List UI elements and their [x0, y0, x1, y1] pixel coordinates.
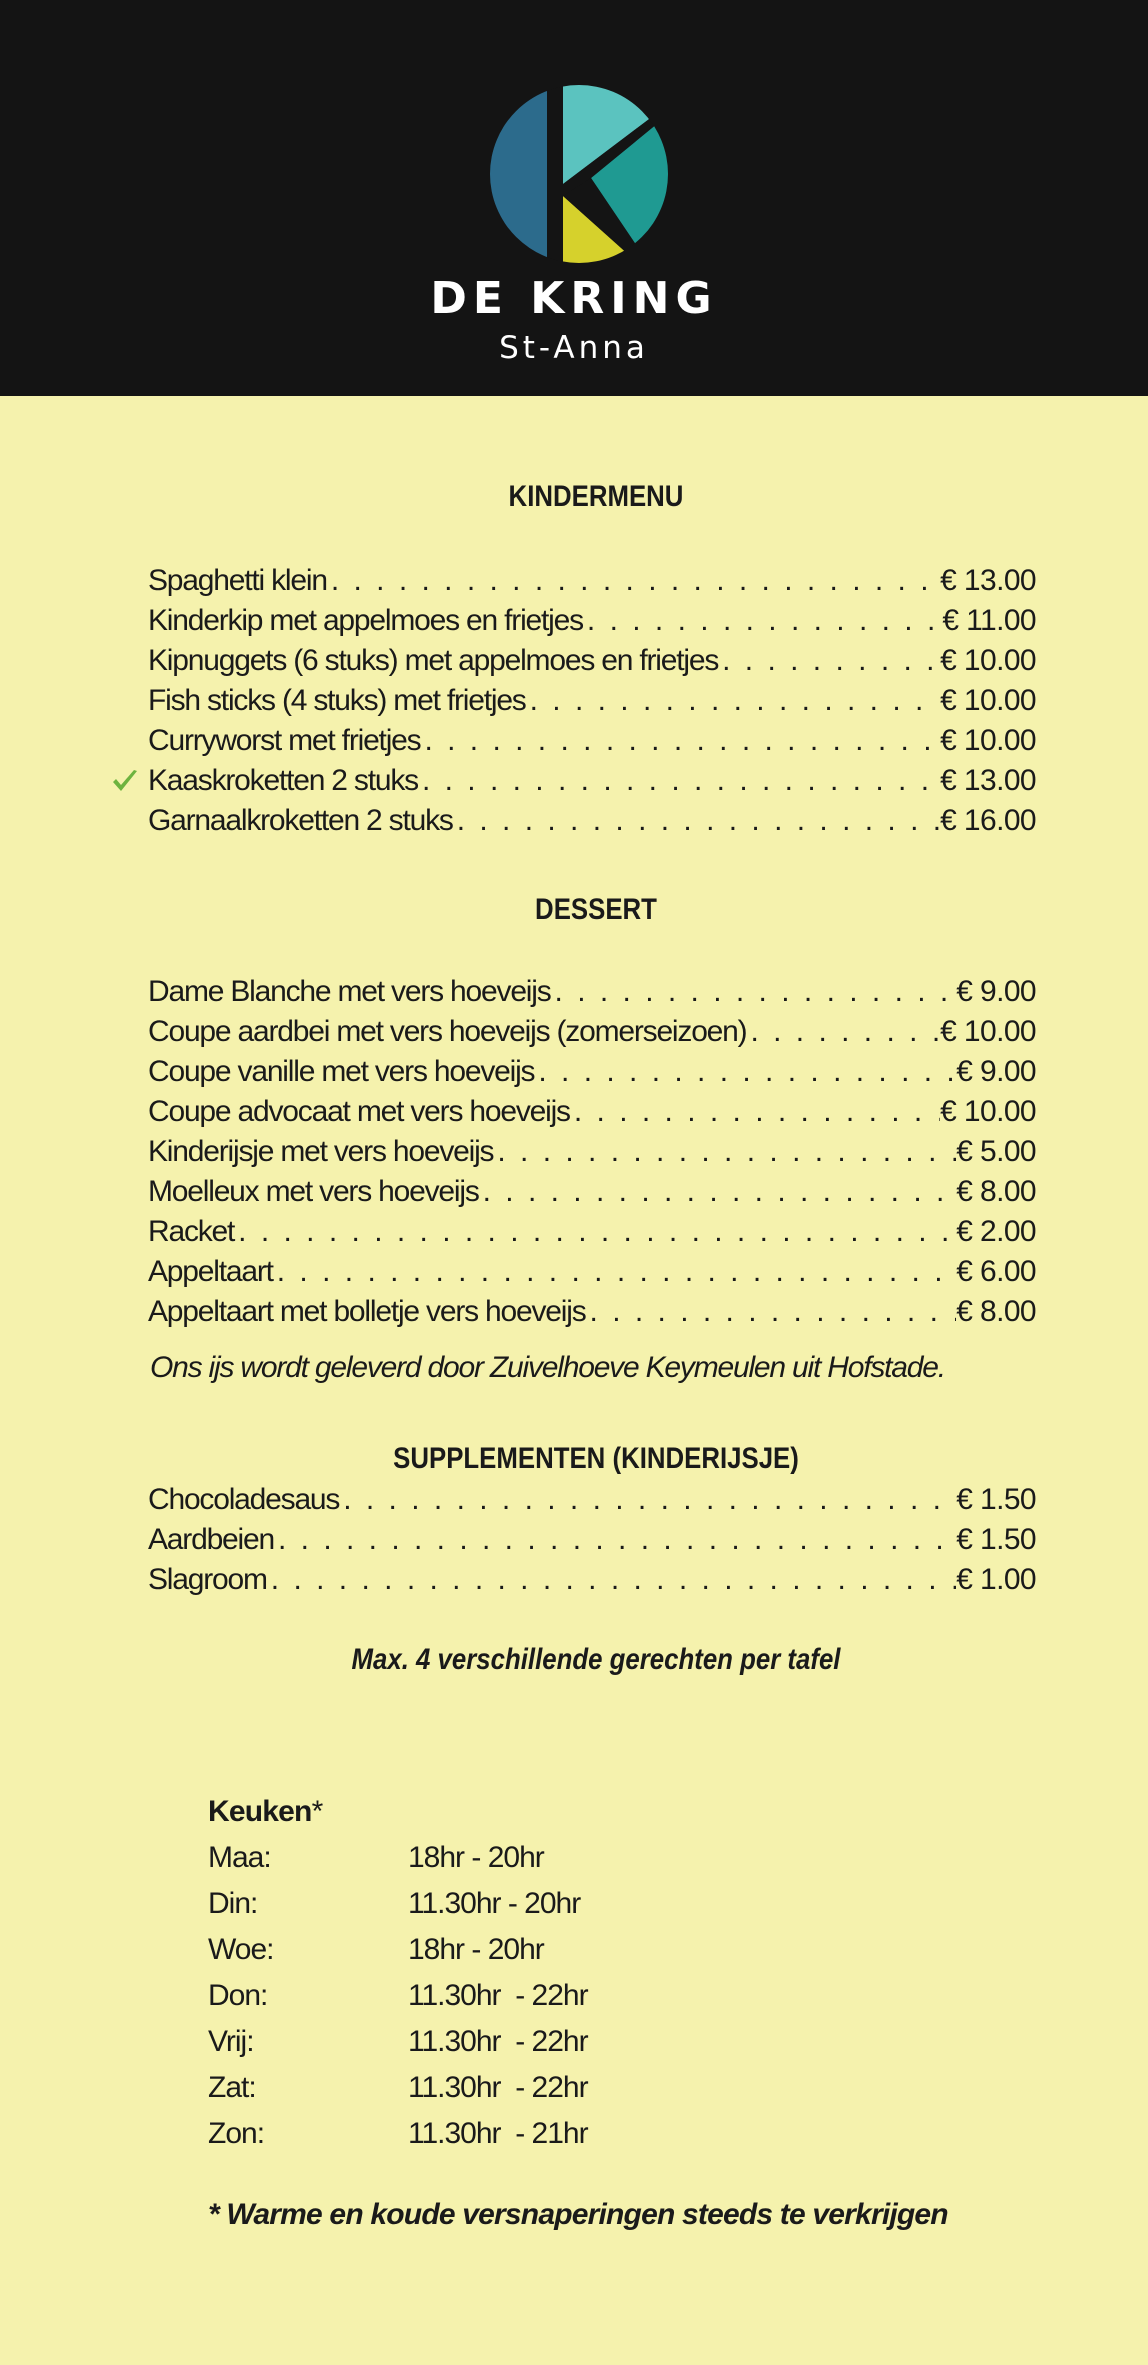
hours-row: Don: 11.30hr - 22hr	[208, 1979, 588, 2012]
max-dishes-note: Max. 4 verschillende gerechten per tafel	[351, 1643, 841, 1676]
list-item: Coupe vanille met vers hoeveijs . . . € 9.00	[148, 1052, 1036, 1092]
hours-row: Vrij: 11.30hr - 22hr	[208, 2025, 588, 2058]
list-item: Racket . . . € 2.00	[148, 1212, 1036, 1252]
list-item: Coupe advocaat met vers hoeveijs . . . € 10.00	[148, 1092, 1036, 1132]
ice-cream-note: Ons ijs wordt geleverd door Zuivelhoeve Keymeulen uit Hofstade.	[150, 1351, 945, 1384]
list-item: Kipnuggets (6 stuks) met appelmoes en frietjes . . . € 10.00	[148, 641, 1036, 681]
kindermenu-title: KINDERMENU	[508, 480, 684, 513]
supplementen-title: SUPPLEMENTEN (KINDERIJSJE)	[393, 1442, 799, 1475]
hours-row: Zat: 11.30hr - 22hr	[208, 2071, 588, 2104]
hours-row: Din: 11.30hr - 20hr	[208, 1887, 581, 1920]
list-item: Chocoladesaus . . . € 1.50	[148, 1480, 1036, 1520]
list-item: Curryworst met frietjes . . . € 10.00	[148, 721, 1036, 761]
dessert-list	[148, 972, 1036, 1332]
list-item: Garnaalkroketten 2 stuks . . . € 16.00	[148, 801, 1036, 841]
list-item: Fish sticks (4 stuks) met frietjes . . . € 10.00	[148, 681, 1036, 721]
list-item: Appeltaart . . . € 6.00	[148, 1252, 1036, 1292]
list-item: Coupe aardbei met vers hoeveijs (zomerseizoen) . . . € 10.00	[148, 1012, 1036, 1052]
list-item: Kaaskroketten 2 stuks . . . € 13.00	[148, 761, 1036, 801]
k-circle-logo	[489, 84, 669, 264]
list-item: Spaghetti klein . . . € 13.00	[148, 561, 1036, 601]
list-item: Moelleux met vers hoeveijs . . . € 8.00	[148, 1172, 1036, 1212]
header	[0, 0, 1148, 396]
brand-location: St-Anna	[499, 330, 649, 366]
hours-row: Woe: 18hr - 20hr	[208, 1933, 544, 1966]
list-item: Aardbeien . . . € 1.50	[148, 1520, 1036, 1560]
checkmark-icon	[110, 766, 140, 796]
kitchen-hours	[208, 1795, 588, 2163]
brand-name: DE KRING	[430, 273, 718, 324]
list-item: Kinderijsje met vers hoeveijs . . . € 5.00	[148, 1132, 1036, 1172]
footnote: * Warme en koude versnaperingen steeds te verkrijgen	[208, 2198, 948, 2231]
list-item: Kinderkip met appelmoes en frietjes . . . € 11.00	[148, 601, 1036, 641]
kindermenu-list	[148, 561, 1036, 841]
hours-row: Zon: 11.30hr - 21hr	[208, 2117, 588, 2150]
supplementen-list	[148, 1480, 1036, 1600]
list-item: Appeltaart met bolletje vers hoeveijs . . . € 8.00	[148, 1292, 1036, 1332]
list-item: Dame Blanche met vers hoeveijs . . . € 9.00	[148, 972, 1036, 1012]
list-item: Slagroom . . . € 1.00	[148, 1560, 1036, 1600]
hours-row: Maa: 18hr - 20hr	[208, 1841, 544, 1874]
kitchen-title: Keuken*	[208, 1795, 323, 1828]
dessert-title: DESSERT	[535, 893, 657, 926]
